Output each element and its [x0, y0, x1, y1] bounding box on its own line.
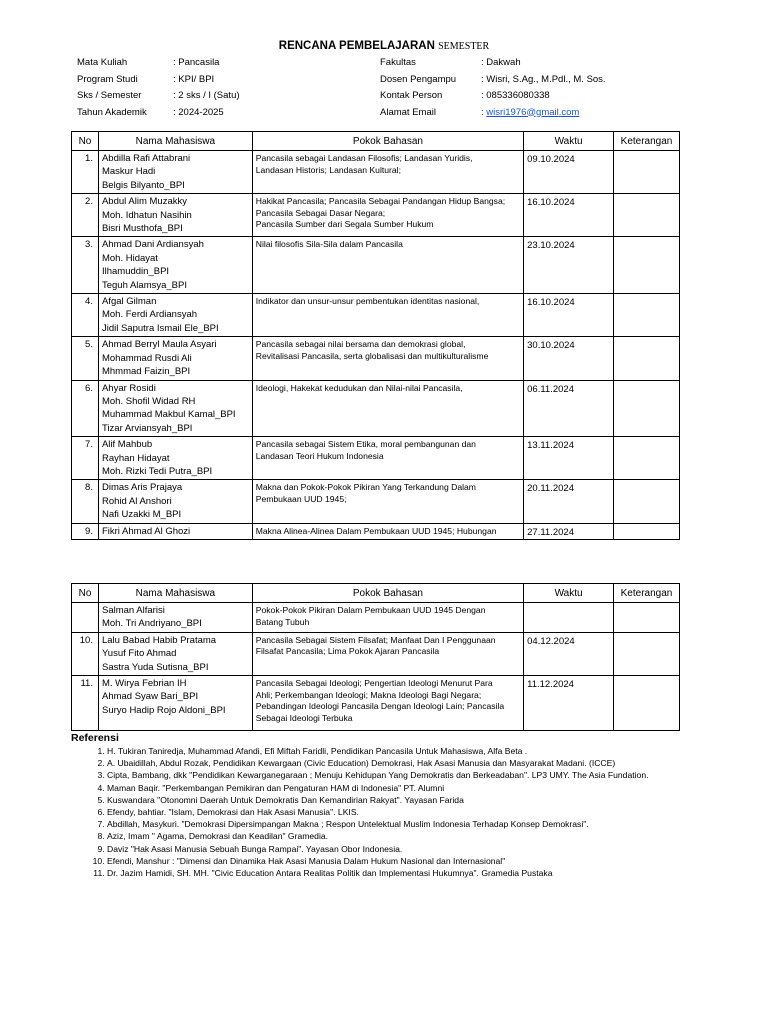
date-cell: 11.12.2024	[524, 676, 614, 731]
topic-line: Batang Tubuh	[255, 616, 310, 627]
topic-cell	[252, 194, 523, 237]
info-row-year	[77, 107, 240, 124]
info-label: Alamat Email	[380, 106, 436, 118]
topic-line: Indikator dan unsur-unsur pembentukan identitas nasional,	[255, 296, 480, 307]
reference-item: 6. Efendy, bahtiar. "Islam, Demokrasi dan Hak Asasi Manusia". LKIS.	[107, 806, 747, 818]
table-row	[72, 194, 680, 237]
info-label: Sks / Semester	[77, 90, 142, 101]
reference-item: 4. Maman Baqir. "Perkembangan Pemikiran dan Pengaturan HAM di Indonesia" PT. Alumni	[107, 782, 747, 794]
info-value: : Dakwah	[481, 57, 521, 68]
table-row	[72, 237, 680, 294]
date-cell: 16.10.2024	[524, 294, 614, 337]
topic-line: Pokok-Pokok Pikiran Dalam Pembukaan UUD 1945 Dengan	[255, 605, 486, 615]
reference-item: 1. H. Tukiran Taniredja, Muhammad Afandi, Efi Miftah Faridli, Pendidikan Pancasila Untuk Mahasiswa, Alfa Beta .	[107, 745, 747, 757]
topic-cell	[252, 380, 523, 437]
student-name: Nafi Uzakki M_BPI	[101, 509, 182, 521]
reference-item: 5. Kuswandara "Otonomni Daerah Untuk Demokratis Dan Kemandirian Rakyat". Yayasan Farida	[107, 794, 747, 806]
topic-line: Landasan Historis; Landasan Kultural;	[255, 164, 401, 175]
header-name: Nama Mahasiswa	[98, 584, 252, 603]
references-list	[71, 745, 747, 879]
topic-line: Ideologi, Hakekat kedudukan dan Nilai-nilai Pancasila,	[255, 382, 463, 393]
student-name: Fikri Ahmad Al Ghozi	[101, 525, 191, 537]
student-name: Ilhamuddin_BPI	[101, 266, 170, 278]
note-cell	[614, 337, 680, 380]
header-topic: Pokok Bahasan	[252, 584, 523, 603]
student-names	[98, 380, 252, 437]
note-cell	[614, 523, 680, 539]
header-time: Waktu	[524, 132, 614, 151]
student-name: Jidil Saputra Ismail Ele_BPI	[101, 322, 219, 334]
student-names	[98, 337, 252, 380]
note-cell	[614, 603, 680, 633]
header-no: No	[72, 584, 99, 603]
info-label: Program Studi	[77, 73, 138, 85]
table-row	[72, 151, 680, 194]
student-name: Moh. Shofil Widad RH	[101, 395, 196, 407]
info-value: : 2 sks / I (Satu)	[173, 90, 240, 101]
table-header-row	[72, 584, 680, 603]
topic-line: Makna dan Pokok-Pokok Pikiran Yang Terkandung Dalam	[255, 482, 476, 493]
reference-item: 10. Efendi, Manshur : "Dimensi dan Dinamika Hak Asasi Manusia Dalam Hukum Nasional dan Internasional"	[107, 855, 747, 867]
student-name: Salman Alfarisi	[101, 605, 165, 616]
topic-cell	[252, 523, 523, 539]
reference-item: 8. Aziz, Imam " Agama, Demokrasi dan Keadilan" Gramedia.	[107, 830, 747, 842]
student-name: M. Wirya Febrian IH	[101, 678, 187, 690]
note-cell	[614, 151, 680, 194]
header-time: Waktu	[524, 584, 614, 603]
schedule-table-1	[71, 131, 680, 540]
info-row-program	[77, 74, 240, 91]
title-main: RENCANA PEMBELAJARAN	[278, 40, 435, 52]
student-name: Afgal Gilman	[101, 296, 157, 308]
row-number: 1.	[72, 151, 99, 194]
topic-line: Landasan Teori Hukum Indonesia	[255, 450, 384, 461]
reference-item: 2. A. Ubaidillah, Abdul Rozak, Pendidikan Kewargaan (Civic Education) Demokrasi, Hak Asasi Manusia dan Masyarakat Madani. (ICCE)	[107, 757, 747, 769]
topic-line: Pancasila sebagai nilai bersama dan demokrasi global,	[255, 339, 466, 350]
date-cell: 30.10.2024	[524, 337, 614, 380]
reference-item: 9. Daviz "Hak Asasi Manusia Sebuah Bunga Rampai". Yayasan Obor Indonesia.	[107, 843, 747, 855]
student-name: Tizar Arviansyah_BPI	[101, 422, 193, 434]
row-number: 4.	[72, 294, 99, 337]
student-name: Bisri Musthofa_BPI	[101, 223, 183, 235]
row-number: 11.	[72, 676, 99, 731]
info-value-prefix: :	[481, 106, 487, 118]
student-name: Suryo Hadip Rojo Aldoni_BPI	[101, 704, 226, 716]
student-name: Ahmad Syaw Bari_BPI	[101, 691, 199, 703]
student-name: Moh. Tri Andriyano_BPI	[101, 618, 202, 630]
topic-cell	[252, 676, 523, 731]
table-row	[72, 294, 680, 337]
topic-line: Ahli; Perkembangan Ideologi; Makna Ideologi Bagi Negara;	[255, 689, 482, 700]
student-names	[98, 437, 252, 480]
student-name: Moh. Ferdi Ardiansyah	[101, 309, 198, 321]
info-label: Fakultas	[380, 57, 416, 68]
topic-line: Revitalisasi Pancasila, serta globalisasi dan multikulturalisme	[255, 350, 489, 361]
student-name: Ahyar Rosidi	[101, 382, 156, 394]
student-name: Abdilla Rafi Attabrani	[101, 153, 191, 164]
note-cell	[614, 194, 680, 237]
course-info-left	[77, 57, 240, 123]
table-row	[72, 603, 680, 633]
table-row	[72, 480, 680, 523]
student-names	[98, 294, 252, 337]
date-cell: 20.11.2024	[524, 480, 614, 523]
date-cell: 06.11.2024	[524, 380, 614, 437]
student-name: Lalu Babad Habib Pratama	[101, 634, 217, 646]
student-names	[98, 523, 252, 539]
topic-cell	[252, 294, 523, 337]
student-name: Alif Mahbub	[101, 439, 153, 451]
info-row-lecturer	[380, 74, 606, 91]
student-names	[98, 151, 252, 194]
student-name: Abdul Alim Muzakky	[101, 196, 187, 208]
date-cell: 13.11.2024	[524, 437, 614, 480]
topic-line: Pebandingan Ideologi Pancasila Dengan Ideologi Lain; Pancasila	[255, 701, 505, 712]
student-name: Mohammad Rusdi Ali	[101, 352, 192, 364]
header-note: Keterangan	[614, 584, 680, 603]
student-names	[98, 632, 252, 675]
email-link[interactable]: wisri1976@gmail.com	[486, 106, 580, 118]
topic-cell	[252, 437, 523, 480]
info-row-contact	[380, 90, 606, 107]
document-title	[0, 40, 768, 52]
topic-line: Sebagai Ideologi Terbuka	[255, 712, 353, 723]
row-number: 8.	[72, 480, 99, 523]
student-name: Mhmmad Faizin_BPI	[101, 366, 191, 378]
topic-line: Nilai filosofis Sila-Sila dalam Pancasila	[255, 239, 403, 250]
topic-line: Pancasila sebagai Landasan Filosofis; Landasan Yuridis,	[255, 153, 473, 163]
topic-line: Filsafat Pancasila; Lima Pokok Ajaran Pancasila	[255, 646, 440, 657]
row-number: 5.	[72, 337, 99, 380]
student-name: Rayhan Hidayat	[101, 452, 170, 464]
note-cell	[614, 437, 680, 480]
topic-cell	[252, 632, 523, 675]
student-names	[98, 480, 252, 523]
topic-line: Makna Alinea-Alinea Dalam Pembukaan UUD 1945; Hubungan	[255, 525, 497, 536]
note-cell	[614, 676, 680, 731]
reference-item: 3. Cipta, Bambang, dkk "Pendidikan Kewarganegaraan ; Menuju Kehidupan Yang Demokratis dan Berkeadaban". LP3 UMY. The Asia Fundation.	[107, 769, 747, 781]
student-name: Moh. Idhatun Nasihin	[101, 209, 192, 221]
topic-line: Hakikat Pancasila; Pancasila Sebagai Pandangan Hidup Bangsa;	[255, 196, 506, 207]
topic-cell	[252, 337, 523, 380]
table-row	[72, 523, 680, 539]
row-number: 3.	[72, 237, 99, 294]
student-name: Maskur Hadi	[101, 166, 156, 178]
student-names	[98, 603, 252, 633]
row-number: 7.	[72, 437, 99, 480]
topic-clip	[256, 526, 520, 536]
reference-item: 11. Dr. Jazim Hamidi, SH. MH. "Civic Education Antara Realitas Politik dan Implementasi Hukumnya". Gramedia Pustaka	[107, 867, 747, 879]
student-name: Yusuf Fito Ahmad	[101, 648, 177, 660]
info-value: : 085336080338	[481, 90, 550, 101]
table-row	[72, 676, 680, 731]
info-label: Dosen Pengampu	[380, 73, 457, 85]
student-name: Moh. Hidayat	[101, 252, 158, 264]
reference-item: 7. Abdillah, Masykuri. "Demokrasi Dipersimpangan Makna ; Respon Untelektual Muslim Indonesia Terhadap Konsep Demokrasi".	[107, 818, 747, 830]
topic-cell	[252, 480, 523, 523]
schedule-table-2	[71, 583, 680, 731]
topic-cell	[252, 237, 523, 294]
student-name: Ahmad Dani Ardiansyah	[101, 239, 204, 251]
table-row	[72, 632, 680, 675]
topic-line: Pancasila sebagai Sistem Etika, moral pembangunan dan	[255, 439, 476, 450]
note-cell	[614, 237, 680, 294]
info-label: Mata Kuliah	[77, 57, 128, 68]
info-label: Tahun Akademik	[77, 106, 147, 118]
student-names	[98, 237, 252, 294]
date-cell: 04.12.2024	[524, 632, 614, 675]
row-number: 6.	[72, 380, 99, 437]
table-row	[72, 337, 680, 380]
info-row-sks	[77, 90, 240, 107]
student-names	[98, 194, 252, 237]
student-name: Belgis Bilyanto_BPI	[101, 179, 185, 191]
references-heading: Referensi	[71, 732, 119, 744]
date-cell	[524, 603, 614, 633]
info-row-faculty	[380, 57, 606, 74]
course-info-right	[380, 57, 606, 123]
topic-line: Pembukaan UUD 1945;	[255, 493, 347, 504]
title-suffix: SEMESTER	[438, 41, 490, 52]
student-name: Ahmad Berryl Maula Asyari	[101, 339, 217, 351]
table-row	[72, 380, 680, 437]
row-number	[72, 603, 99, 633]
topic-cell	[252, 603, 523, 633]
topic-line: Pancasila Sumber dari Segala Sumber Hukum	[255, 219, 434, 230]
table-row	[72, 437, 680, 480]
note-cell	[614, 632, 680, 675]
header-topic: Pokok Bahasan	[252, 132, 523, 151]
student-names	[98, 676, 252, 731]
student-name: Sastra Yuda Sutisna_BPI	[101, 661, 209, 673]
note-cell	[614, 294, 680, 337]
row-number: 10.	[72, 632, 99, 675]
info-row-course	[77, 57, 240, 74]
header-no: No	[72, 132, 99, 151]
info-label: Kontak Person	[380, 90, 443, 101]
topic-line: Pancasila Sebagai Dasar Negara;	[255, 207, 386, 218]
info-value: : KPI/ BPI	[173, 73, 215, 85]
date-cell: 27.11.2024	[524, 523, 614, 539]
table-header-row	[72, 132, 680, 151]
topic-line: Pancasila Sebagai Ideologi; Pengertian Ideologi Menurut Para	[255, 678, 493, 689]
date-cell: 16.10.2024	[524, 194, 614, 237]
topic-line: Pancasila Sebagai Sistem Filsafat; Manfaat Dan I Penggunaan	[255, 634, 496, 645]
row-number: 9.	[72, 523, 99, 539]
topic-cell	[252, 151, 523, 194]
info-row-email	[380, 107, 606, 124]
note-cell	[614, 380, 680, 437]
date-cell: 23.10.2024	[524, 237, 614, 294]
student-name: Rohid Al Anshori	[101, 495, 172, 507]
date-cell: 09.10.2024	[524, 151, 614, 194]
note-cell	[614, 480, 680, 523]
info-value: : Wisri, S.Ag., M.Pdl., M. Sos.	[481, 73, 606, 85]
header-name: Nama Mahasiswa	[98, 132, 252, 151]
header-note: Keterangan	[614, 132, 680, 151]
student-name: Dimas Aris Prajaya	[101, 482, 183, 494]
student-name: Muhammad Makbul Kamal_BPI	[101, 409, 236, 421]
student-name: Moh. Rizki Tedi Putra_BPI	[101, 465, 213, 477]
info-value: : 2024-2025	[173, 106, 224, 118]
info-value: : Pancasila	[173, 57, 220, 68]
student-name: Teguh Alamsya_BPI	[101, 279, 187, 291]
row-number: 2.	[72, 194, 99, 237]
